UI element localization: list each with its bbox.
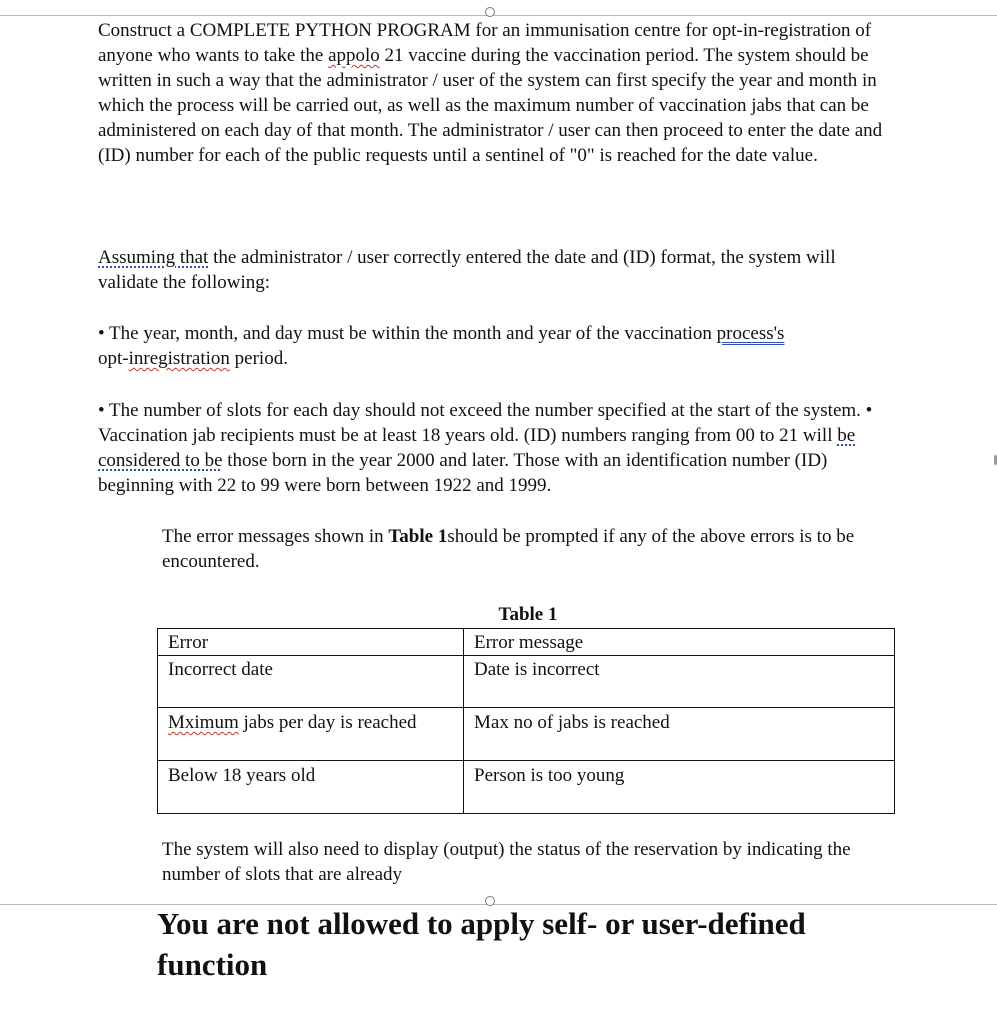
final-note: You are not allowed to apply self- or user-defined function <box>157 906 806 982</box>
bullet1-line2-pre: opt- <box>98 348 129 369</box>
table-row <box>158 656 895 708</box>
cell-error-rest: jabs per day is reached <box>238 712 417 733</box>
top-boundary-line <box>0 15 997 16</box>
cell-message: Date is incorrect <box>464 656 895 708</box>
errors-intro-paragraph <box>162 524 902 574</box>
intro-paragraph <box>98 18 898 168</box>
header-error-message: Error message <box>464 629 895 656</box>
intro-text: Construct a COMPLETE PYTHON PROGRAM for an immunisation centre for opt-in-registration of anyone who wants to take the <box>98 20 872 66</box>
errors-intro-pre: The error messages shown in <box>162 526 389 547</box>
cell-error: Incorrect date <box>158 656 464 708</box>
bullet2-text: • The number of slots for each day should not exceed the number specified at the start of the system. • Vaccination jab recipients must be at least 18 years old. (ID) numbers ranging from 00 to 21 will <box>98 400 873 446</box>
spelling-flag-mximum[interactable]: Mximum <box>168 712 239 733</box>
bullet-slots-age-validation <box>98 398 898 498</box>
intro-text-after: 21 vaccine during the vaccination period. The system should be written in such a way that the administrator / user of the system can first specify the year and month in which the process will be carried out, as well as the maximum number of vaccination jabs that can be administered on each day of that month. The administrator / user can then proceed to enter the date and (ID) number for each of the public requests until a sentinel of "0" is reached for the date value. <box>98 45 883 166</box>
table-row <box>158 761 895 814</box>
cell-message: Max no of jabs is reached <box>464 708 895 761</box>
assumption-paragraph <box>98 245 898 295</box>
bullet1-text: • The year, month, and day must be within the month and year of the vaccination <box>98 323 717 344</box>
table-reference: Table 1 <box>388 526 448 547</box>
spelling-flag-appolo[interactable]: appolo <box>328 45 380 66</box>
grammar-flag-assuming[interactable]: Assuming that <box>98 247 209 268</box>
header-error: Error <box>158 629 464 656</box>
errors-intro-post: should be prompted if any of the above errors is to be encountered. <box>162 526 855 572</box>
error-table <box>157 628 895 814</box>
resize-handle-top[interactable] <box>485 7 495 17</box>
cell-error: Below 18 years old <box>158 761 464 814</box>
grammar-flag-process[interactable]: process's <box>716 323 785 344</box>
assumption-rest: the administrator / user correctly entered the date and (ID) format, the system will validate the following: <box>98 247 836 293</box>
table-caption: Table 1 <box>498 604 558 625</box>
cell-message: Person is too young <box>464 761 895 814</box>
spelling-flag-inregistration[interactable]: inregistration <box>128 348 230 369</box>
bullet1-line2-post: period. <box>229 348 288 369</box>
grammar-flag-considered[interactable]: be considered to be <box>98 425 856 471</box>
bullet-date-validation <box>98 321 898 371</box>
table-row <box>158 708 895 761</box>
table-header-row <box>158 629 895 656</box>
status-paragraph: The system will also need to display (output) the status of the reservation by indicating the number of slots that are already <box>162 839 851 885</box>
cell-error <box>158 708 464 761</box>
bullet2-text-after: those born in the year 2000 and later. Those with an identification number (ID) beginning with 22 to 99 were born between 1922 and 1999. <box>98 450 828 496</box>
